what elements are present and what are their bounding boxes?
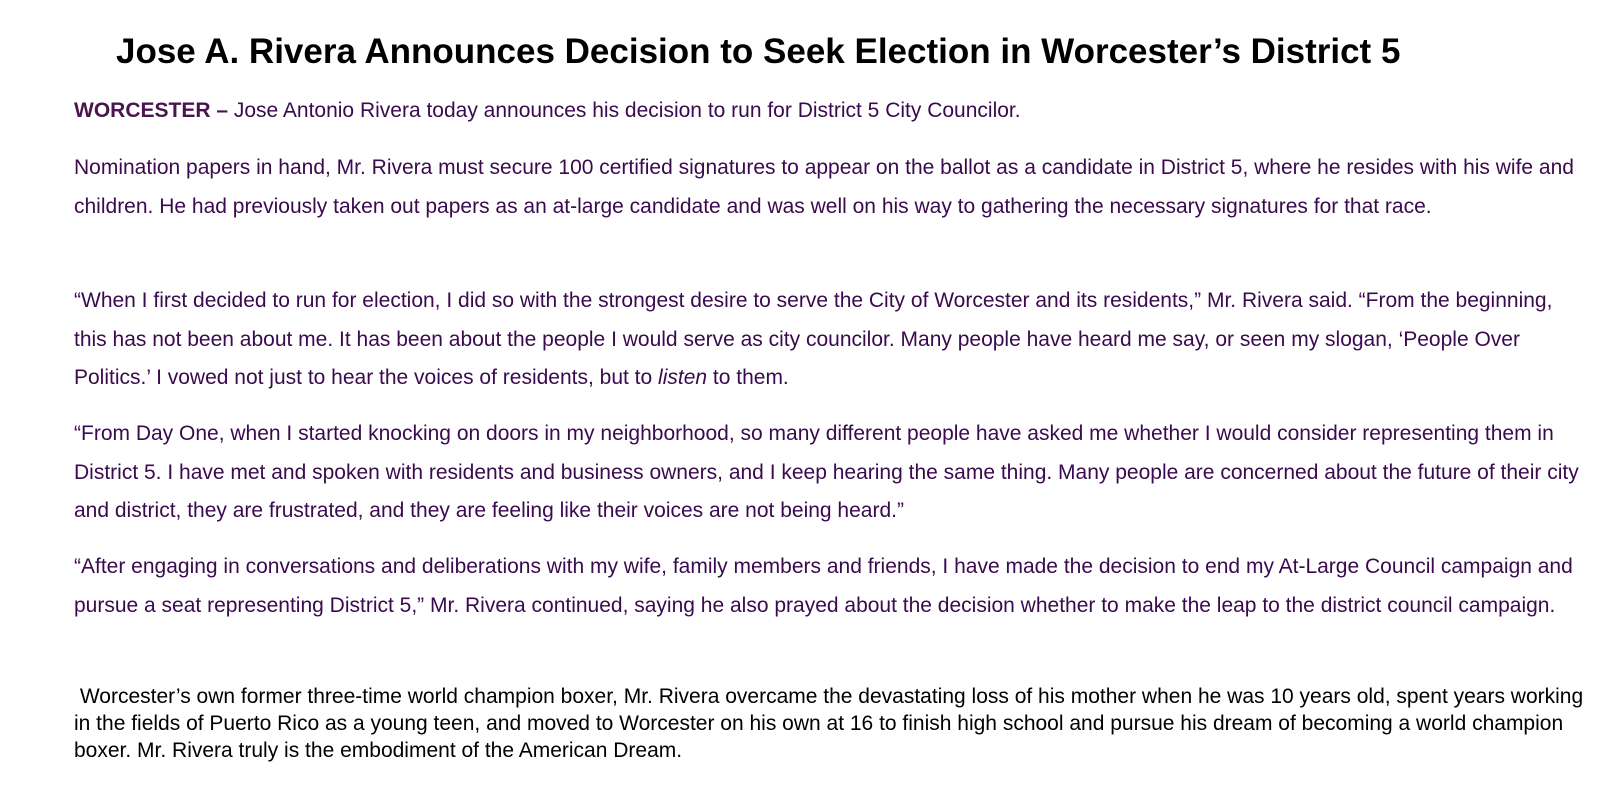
paragraph-quote-text: “When I first decided to run for election, I did so with the strongest desire to serve the City of Worcester and its residents,” Mr. Rivera said. “From the beginning, this has not been about me. It has been about the people I would serve as city councilor. Many people have heard me say, or seen my slogan, ‘People Over Politics.’ I vowed not just to hear the voices of residents, but to	[74, 289, 1553, 389]
paragraph-quote-end: to them.	[707, 366, 789, 389]
paragraph-biography: Worcester’s own former three-time world champion boxer, Mr. Rivera overcame the devastating loss of his mother when he was 10 years old, spent years working in the fields of Puerto Rico as a young teen, and moved to Worcester on his own at 16 to finish high school and pursue his dream of becoming a world champion boxer. Mr. Rivera truly is the embodiment of the American Dream.	[74, 685, 1584, 762]
paragraph-quote-day-one: “From Day One, when I started knocking on doors in my neighborhood, so many different people have asked me whether I would consider representing them in District 5. I have met and spoken with residents and business owners, and I keep hearing the same thing. Many people are concerned about the future of their city and district, they are frustrated, and they are feeling like their voices are not being heard.”	[74, 422, 1579, 522]
paragraph-quote-decision: “After engaging in conversations and deliberations with my wife, family members and friends, I have made the decision to end my At-Large Council campaign and pursue a seat representing District 5,” Mr. Rivera continued, saying he also prayed about the decision whether to make the leap to the district council campaign.	[74, 555, 1573, 617]
paragraph-nomination: Nomination papers in hand, Mr. Rivera must secure 100 certified signatures to appear on the ballot as a candidate in District 5, where he resides with his wife and children. He had previously taken out papers as an at-large candidate and was well on his way to gathering the necessary signatures for that race.	[74, 156, 1574, 218]
paragraph-quote-first-decided	[74, 282, 1584, 398]
dateline-paragraph	[74, 92, 1584, 131]
emphasis-listen: listen	[658, 366, 708, 389]
dateline: WORCESTER –	[74, 99, 229, 122]
intro-text: Jose Antonio Rivera today announces his decision to run for District 5 City Councilor.	[228, 99, 1021, 122]
headline: Jose A. Rivera Announces Decision to Seek Election in Worcester’s District 5	[116, 32, 1401, 71]
